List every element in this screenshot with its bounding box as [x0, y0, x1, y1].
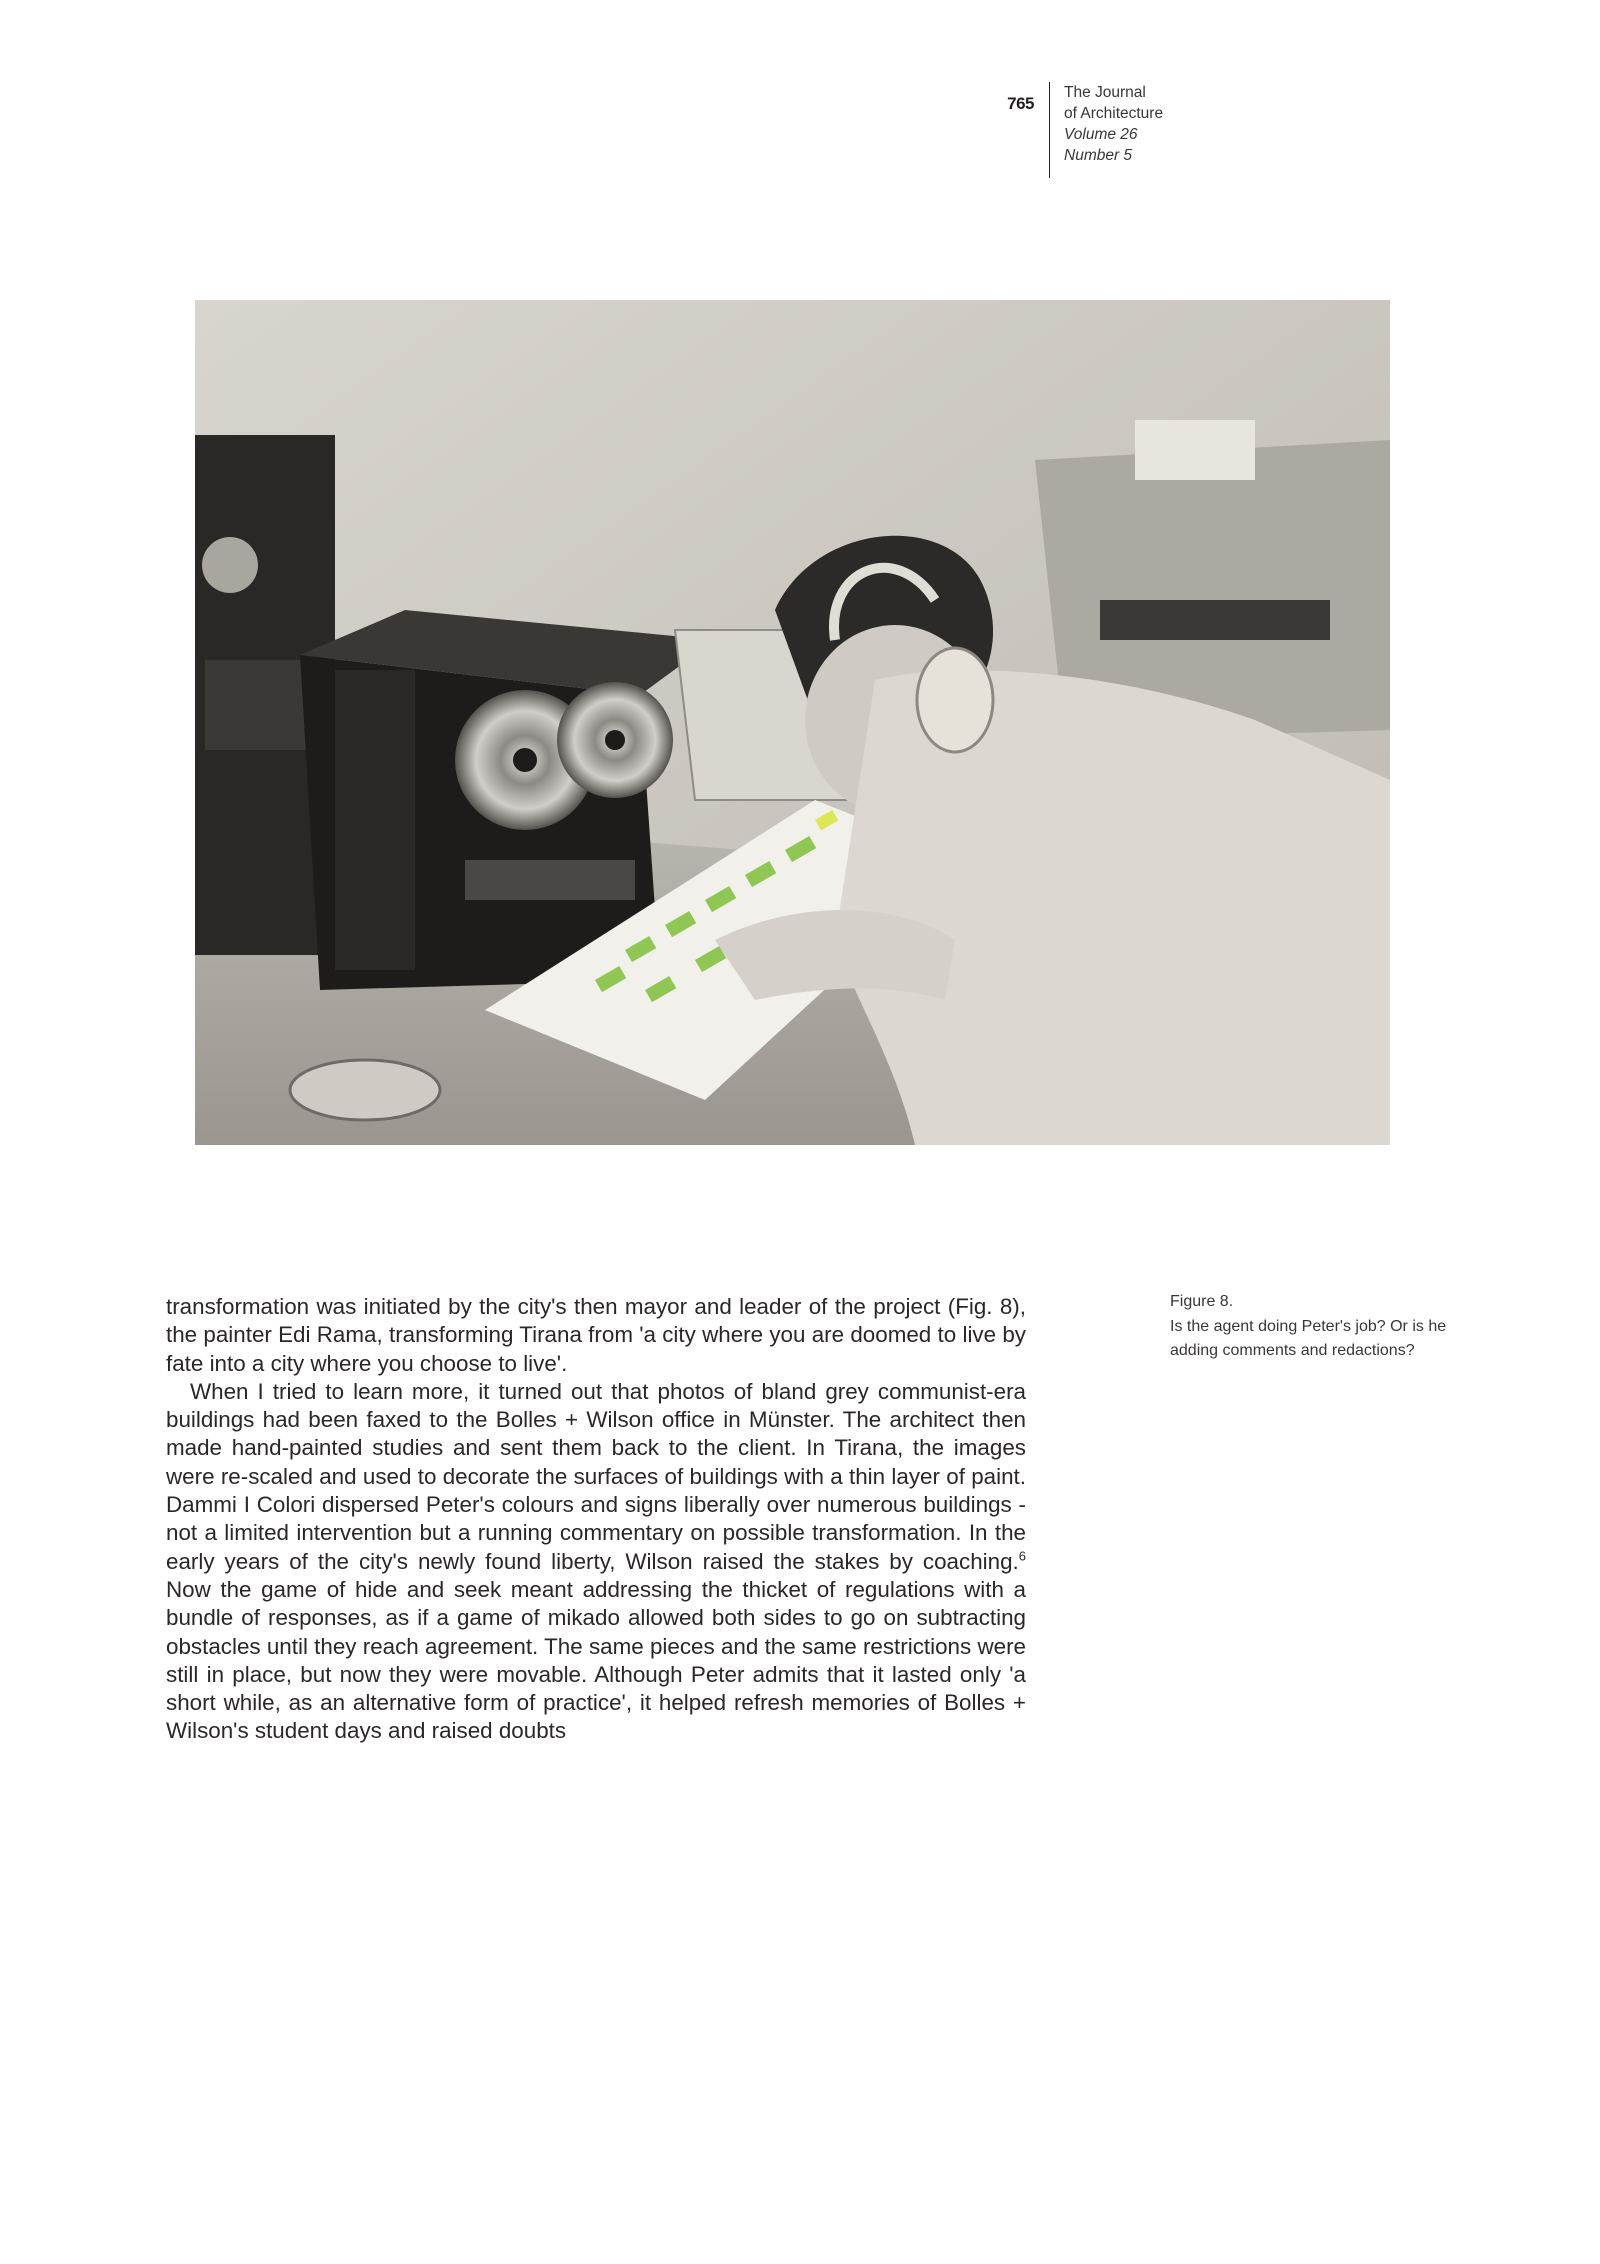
journal-volume: Volume 26	[1064, 126, 1138, 143]
body-text	[166, 1293, 1026, 1746]
figure-label: Figure 8.	[1170, 1293, 1234, 1310]
header-divider	[1049, 82, 1050, 178]
paragraph-1: transformation was initiated by the city's then mayor and leader of the project (Fig. 8), the painter Edi Rama, transforming Tirana from 'a city where you are doomed to live by fate into a city where you choose to live'.	[166, 1294, 1026, 1376]
figure-caption	[1170, 1290, 1490, 1364]
footnote-ref-6[interactable]: 6	[1018, 1548, 1026, 1564]
journal-info	[1064, 82, 1163, 166]
figure-caption-text: Is the agent doing Peter's job? Or is he adding comments and redactions?	[1170, 1317, 1447, 1359]
page-number: 765	[1007, 94, 1034, 113]
journal-title-line2: of Architecture	[1064, 105, 1164, 122]
figure-8-photograph	[195, 300, 1390, 1145]
journal-title-line1: The Journal	[1064, 84, 1146, 101]
journal-number: Number 5	[1064, 147, 1133, 164]
paragraph-2	[166, 1378, 1026, 1746]
running-header	[990, 82, 1163, 178]
paragraph-2-part-2: Now the game of hide and seek meant addressing the thicket of regulations with a bundle of responses, as if a game of mikado allowed both sides to go on subtracting obstacles until they reach agreement. The same pieces and the same restrictions were still in place, but now they were movable. Although Peter admits that it lasted only 'a short while, as an alternative form of practice', it helped refresh memories of Bolles + Wilson's student days and raised doubts	[166, 1576, 1026, 1744]
paragraph-2-part-1: When I tried to learn more, it turned out that photos of bland grey communist-era buildings had been faxed to the Bolles + Wilson office in Münster. The architect then made hand-painted studies and sent them back to the client. In Tirana, the images were re-scaled and used to decorate the surfaces of buildings with a thin layer of paint. Dammi I Colori dispersed Peter's colours and signs liberally over numerous buildings - not a limited intervention but a running commentary on possible transformation. In the early years of the city's newly found liberty, Wilson raised the stakes by coaching.	[166, 1378, 1026, 1574]
